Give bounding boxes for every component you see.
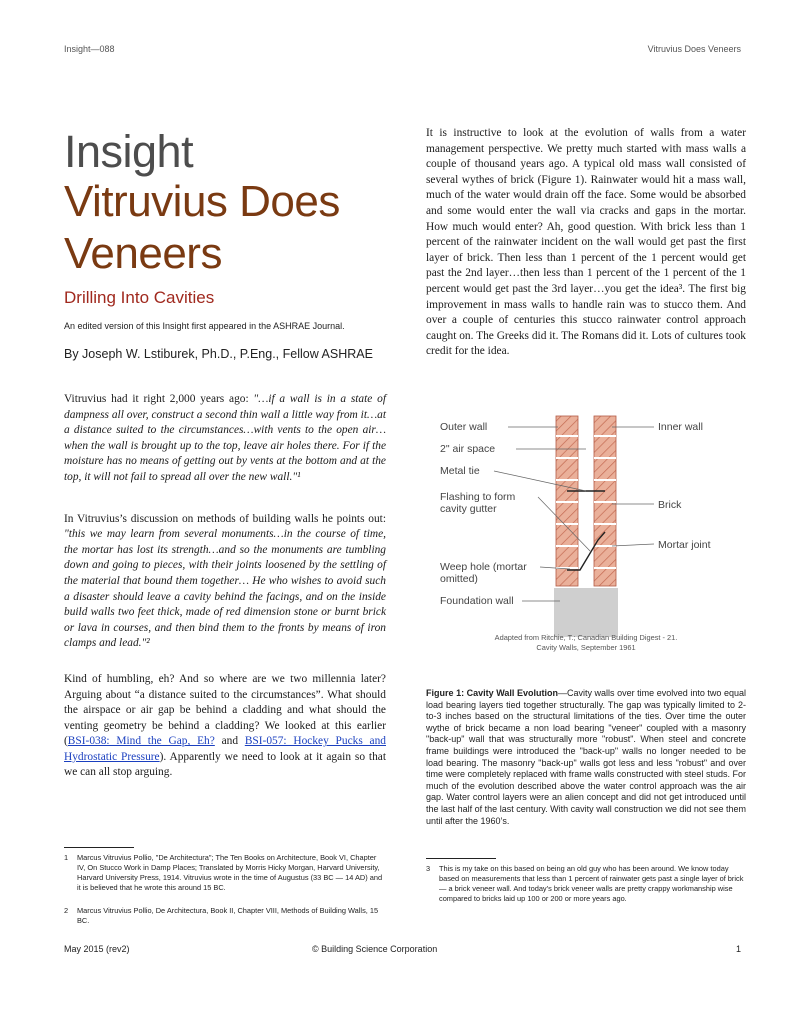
article-title-line1: Vitruvius Does xyxy=(64,177,340,226)
paragraph-1-quote: "…if a wall is in a state of dampness all over, construct a second thin wall a little way from it…at a distance suited to the circumstances…with vents to the open air…when the wall is brought up to the top, leave air holes there. For if the moisture has no means of getting out by vents at the bottom and at the top, it will not fail to spread all over the new wall."¹ xyxy=(64,393,386,483)
figure-caption xyxy=(426,688,746,827)
footnote-1 xyxy=(64,853,386,893)
label-weep-hole-line2: omitted) xyxy=(440,573,478,585)
footnote-rule-right xyxy=(426,858,496,859)
paragraph-1 xyxy=(64,392,386,486)
label-air-space: 2" air space xyxy=(440,443,496,455)
figure-caption-text: —Cavity walls over time evolved into two equal load bearing layers tied together structurally. The gap was typically limited to 2-to-3 inches based on the structural limitations of the ties. Over time the outer wythe of brick became a non load bearing "veneer" coupled with a masonry "back-up" wall that was structurally more "robust". When steel and concrete frame buildings were introduced the "back-up" walls no longer needed to be load bearing. The masonry "back-up" walls got less and less "robust" and over time were completely replaced with frame walls constructed with steel studs. For much of the evolution described above the water control approach was the air gap. Water control layers were an alien concept and did not get introduced until the last half of the last century. With cavity wall construction we did not see them until after the 1960’s. xyxy=(426,688,746,826)
paragraph-3-text-b: and xyxy=(214,735,245,748)
article-title-line2: Veneers xyxy=(64,229,222,278)
label-flashing: Flashing to form xyxy=(440,491,516,503)
paragraph-2 xyxy=(64,512,386,652)
footer-copyright: © Building Science Corporation xyxy=(312,944,438,954)
paragraph-2-quote: "this we may learn from several monuments…in the course of time, the mortar has lost its strength…and so the monuments are tumbling down and going to pieces, with their joints loosened by the settling of the material that bound them together… He who wishes to avoid such a disaster should leave a cavity behind the facings, and on the inside build walls two feet thick, made of red dimension stone or burnt brick or lava in courses, and then bind them to the fronts by means of iron clamps and lead."² xyxy=(64,528,386,650)
running-header-right: Vitruvius Does Veneers xyxy=(647,44,741,54)
paragraph-3-text-c: ). Apparently we need to look at it again so that we can all stop arguing. xyxy=(64,750,386,779)
label-brick: Brick xyxy=(658,499,682,511)
paragraph-4: It is instructive to look at the evolution of walls from a water management perspective. We pretty much started with mass walls a couple of thousand years ago. A typical old mass wall consisted of several wythes of brick (Figure 1). Rainwater would hit a mass wall, much of the water would drain off the face. Some would be absorbed and some would enter the wall via cracks and gaps in the mortar. How much would enter? Ah, good question. With brick less than 1 percent of the rainwater incident on the wall would get past the first layer of brick. Then less than 1 percent of the 1 percent would get past the 2nd layer…then less than 1 percent of the 1 percent of the 1 percent would get past the 3rd layer…you get the idea³. The first big improvement in mass walls to handle rain was to stucco them. And over a couple of centuries this stucco rainwater control approach caught on. The Greeks did it. The Romans did it. Lots of cultures took credit for the idea. xyxy=(426,127,746,358)
author-byline: By Joseph W. Lstiburek, Ph.D., P.Eng., Fellow ASHRAE xyxy=(64,347,373,361)
foundation-wall xyxy=(554,588,618,637)
publication-note: An edited version of this Insight first appeared in the ASHRAE Journal. xyxy=(64,321,345,331)
left-column xyxy=(64,128,386,781)
footnote-3 xyxy=(426,864,746,904)
series-title: Insight xyxy=(64,126,194,177)
footnote-2-text: Marcus Vitruvius Pollio, De Architectura, Book II, Chapter VIII, Methods of Building Walls, 15 BC. xyxy=(77,906,379,925)
cavity-wall-diagram xyxy=(436,412,736,637)
running-header-left: Insight—088 xyxy=(64,44,115,54)
paragraph-1-lead: Vitruvius had it right 2,000 years ago: xyxy=(64,393,254,405)
figure-caption-title: Figure 1: Cavity Wall Evolution xyxy=(426,688,558,698)
label-mortar-joint: Mortar joint xyxy=(658,539,711,551)
page-number: 1 xyxy=(735,944,741,954)
label-weep-hole: Weep hole (mortar xyxy=(440,561,527,573)
paragraph-3-text-a: Kind of humbling, eh? And so where are we two millennia later? Arguing about “a distance suited to the circumstances”. What should the airspace or air gap be behind a cladding and what should the venting geometry be behind a cladding? We looked at this earlier ( xyxy=(64,672,386,748)
right-column xyxy=(426,126,746,360)
footnote-rule-left xyxy=(64,847,134,848)
label-outer-wall: Outer wall xyxy=(440,421,488,433)
label-foundation-wall: Foundation wall xyxy=(440,595,514,607)
footnote-3-number: 3 xyxy=(426,864,431,873)
footnote-1-number: 1 xyxy=(64,853,69,862)
paragraph-3 xyxy=(64,672,386,781)
figure-source xyxy=(426,633,746,653)
link-bsi-057[interactable]: BSI-057: Hockey Pucks and Hydrostatic Pressure xyxy=(64,735,386,763)
footnote-3-text: This is my take on this based on being an old guy who has been around. We know today based on measurements that less than 1 percent of rainwater gets past a single layer of brick — a brick veneer wall. And today’s brick veneer walls are pretty crappy workmanship wise compared to bricks laid up 100 or 200 or more years ago. xyxy=(439,864,744,903)
article-subtitle: Drilling Into Cavities xyxy=(64,288,215,307)
figure-source-line2: Cavity Walls, September 1961 xyxy=(536,643,636,652)
label-metal-tie: Metal tie xyxy=(440,465,480,477)
label-inner-wall: Inner wall xyxy=(658,421,703,433)
footnote-2-number: 2 xyxy=(64,906,69,915)
footnote-2 xyxy=(64,906,386,926)
link-bsi-038[interactable]: BSI-038: Mind the Gap, Eh? xyxy=(67,735,215,748)
footer-date: May 2015 (rev2) xyxy=(64,944,130,954)
footnote-1-text: Marcus Vitruvius Pollio, "De Architectura"; The Ten Books on Architecture, Book VI, Chapter IV, On Stucco Work in Damp Places; Translated by Morris Hicky Morgan, Harvard University, Harvard University Press, 1914. Vitruvius wrote in the time of Augustus (33 BC — 14 AD) and it is believed that he wrote this around 15 BC. xyxy=(77,853,383,892)
label-flashing-line2: cavity gutter xyxy=(440,503,497,515)
figure-source-line1: Adapted from Ritchie, T.; Canadian Building Digest - 21. xyxy=(494,633,678,642)
paragraph-2-lead: In Vitruvius’s discussion on methods of building walls he points out: xyxy=(64,512,386,525)
cavity-wall-figure xyxy=(436,412,736,652)
